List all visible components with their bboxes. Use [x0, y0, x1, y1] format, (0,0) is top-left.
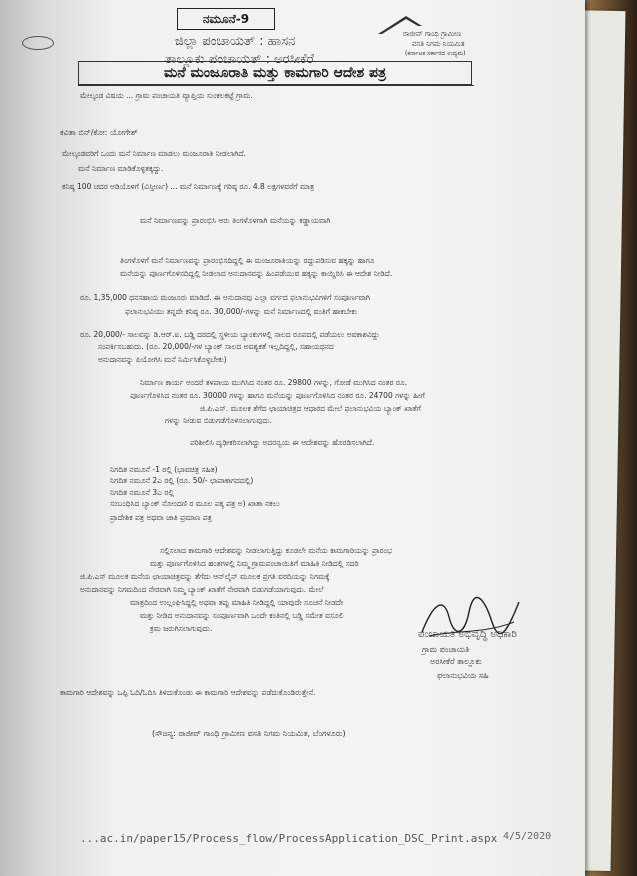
- document-title: ಮನೆ ಮಂಜೂರಾತಿ ಮತ್ತು ಕಾಮಗಾರಿ ಆದೇಶ ಪತ್ರ: [78, 61, 472, 85]
- body-line: ರೂ. 1,35,000 ಧನಸಹಾಯ ಮಂಜೂರು ಮಾಡಿದೆ. ಈ ಅನುದಾನವು ಎಲ್ಲಾ ವರ್ಗದ ಫಲಾನುಭವಿಗಳಿಗೆ ಸಂಪೂರ್ಣವಾಗಿ: [80, 293, 370, 302]
- body-line: ಕ್ರಮ ಜರುಗಿಸಲಾಗುವುದು.: [150, 624, 213, 633]
- body-line: ಅನುದಾನವನ್ನು ನಿಗಮದಿಂದ ನೇರವಾಗಿ ನಿಮ್ಮ ಬ್ಯಾಂಕ್ ಖಾತೆಗೆ ನೇರವಾಗಿ ಬಿಡುಗಡೆಯಾಗುವುದು. ಮೇಲೆ: [80, 585, 324, 594]
- body-line: ಕನಿಷ್ಠ 100 ಚದರ ಅಡಿಯೊಳಗೆ (ವಿಸ್ತೀರ್ಣ) ... ಮನೆ ನಿರ್ಮಾಣಕ್ಕೆ ಗರಿಷ್ಠ ರೂ. 4.8 ಲಕ್ಷಗಳವರೆಗೆ ಮಾತ್ರ: [62, 182, 315, 191]
- body-line: ನಿರ್ಮಾಣ ಕಾರ್ಯ ಅಂದರೆ ತಳಪಾಯ ಮುಗಿಸಿದ ನಂತರ ರೂ. 29800 ಗಳನ್ನು, ಗೋಡೆ ಮುಗಿಸಿದ ನಂತರ ರೂ.: [140, 378, 407, 387]
- print-url: ...ac.in/paper15/Process_flow/ProcessApplication_DSC_Print.aspx: [80, 832, 498, 845]
- receipt-statement: ಕಾಮಗಾರಿ ಆದೇಶವನ್ನು ಒಪ್ಪಿ ಓದಿ/ಓದಿಸಿ ತಿಳಿದುಕೊಂಡು ಈ ಕಾಮಗಾರಿ ಆದೇಶವನ್ನು ಪಡೆದುಕೊಂಡಿರುತ್ತೇನೆ.: [60, 688, 316, 697]
- body-line: ಮೇಲ್ಕಂಡವರಿಗೆ ಒಂದು ಮನೆ ನಿರ್ಮಾಣ ಮಾಡಲು ಮಂಜೂರಾತಿ ನೀಡಲಾಗಿದೆ.: [62, 149, 246, 158]
- signature-line: ಅರಸೀಕೆರೆ ತಾಲ್ಲೂಕು: [430, 657, 482, 666]
- form-number: ನಮೂನೆ-9: [177, 8, 275, 30]
- footer-note: (ಸೌಜನ್ಯ: ರಾಜೀವ್ ಗಾಂಧಿ ಗ್ರಾಮೀಣ ವಸತಿ ನಿಗಮ ನಿಯಮಿತ, ಬೆಂಗಳೂರು): [152, 729, 346, 738]
- body-line: ಮತ್ತು ಪೂರ್ಣಗೊಳಿಸಿದ ಹಂತಗಳಲ್ಲಿ ನಿಮ್ಮ ಗ್ರಾಮಪಂಚಾಯಿತಿಗೆ ಮಾಹಿತಿ ನೀಡಿದಲ್ಲಿ ಸದರಿ: [150, 559, 359, 568]
- body-line: ಪರಿಶೀಲಿಸಿ ದೃಢೀಕರಿಸಲಾಗಿದ್ದು ಅದರನ್ವಯ ಈ ಆದೇಶವನ್ನು ಹೊರಡಿಸಲಾಗಿದೆ.: [190, 438, 375, 447]
- body-line: ಮನೆಯನ್ನು ಪೂರ್ಣಗೊಳಿಸದಿದ್ದಲ್ಲಿ ನೀಡಲಾದ ಅನುದಾನವನ್ನು ಹಿಂಪಡೆಯುವ ಹಕ್ಕನ್ನು ಕಾಯ್ದಿರಿಸಿ ಈ ಆದೇಶ ನೀಡಿದೆ.: [120, 269, 393, 278]
- logo-line-1: ರಾಜೀವ್ ಗಾಂಧಿ ಗ್ರಾಮೀಣ: [403, 30, 462, 38]
- beneficiary-line: ಕವಿತಾ ಬಿನ್/ಕೋ: ಯೋಗೇಶ್: [60, 128, 138, 137]
- body-line: ಜಿ.ಪಿ.ಎಸ್ ಮೂಲಕ ಮನೆಯ ಛಾಯಾಚಿತ್ರವನ್ನು ತೆಗೆದು ಆನ್‌ಲೈನ್ ಮೂಲಕ ಪ್ರಗತಿ ವರದಿಯನ್ನು ನಿಗಮಕ್ಕೆ: [80, 572, 330, 581]
- body-line: ಫಲಾನುಭವಿಯು ತನ್ನದೇ ಕನಿಷ್ಠ ರೂ. 30,000/-ಗಳನ್ನು ಮನೆ ನಿರ್ಮಾಣದಲ್ಲಿ ವಂತಿಗೆ ಹಾಕಬೇಕು: [125, 307, 358, 316]
- body-line: ಮತ್ತು ನೀಡಿದ ಅನುದಾನವನ್ನು ಸಂಪೂರ್ಣವಾಗಿ ಒಂದೇ ಕಂತಿನಲ್ಲಿ ಬಡ್ಡಿ ಸಮೇತ ವಸೂಲಿ: [140, 611, 344, 620]
- body-line: ಮನೆ ನಿರ್ಮಾಣ ಮಾಡಿಕೊಳ್ಳತಕ್ಕದ್ದು.: [78, 164, 164, 173]
- body-line: ಮನೆ ನಿರ್ಮಾಣವನ್ನು ಪ್ರಾರಂಭಿಸಿ ಆರು ತಿಂಗಳೊಳಗಾಗಿ ಮನೆಯನ್ನು ಕಡ್ಡಾಯವಾಗಿ: [140, 216, 331, 225]
- body-line: ಮೇಲ್ಕಂಡ ವಿಷಯ ... ಗ್ರಾಮ ಪಂಚಾಯತಿ ವ್ಯಾಪ್ತಿಯ ಸುಂಕಲಕಟ್ಟೆ ಗ್ರಾಮ.: [80, 91, 253, 100]
- document-list-item: ಪ್ರಾದೇಶಿಕ ಪತ್ರ ಅಥವಾ ಜಾತಿ ಪ್ರಮಾಣ ಪತ್ರ: [110, 513, 212, 522]
- taluk-panchayat-label: ತಾಲ್ಲೂಕು ಪಂಚಾಯತ್ : ಅರಸೀಕೆರೆ: [165, 52, 314, 67]
- body-line: ಜಿ.ಪಿ.ಎಸ್. ಮೂಲಕ ತೆಗೆದ ಛಾಯಾಚಿತ್ರದ ಆಧಾರದ ಮೇಲೆ ಫಲಾನುಭವಿಯ ಬ್ಯಾಂಕ್ ಖಾತೆಗೆ: [200, 404, 421, 413]
- logo-line-2: ವಸತಿ ನಿಗಮ ನಿಯಮಿತ: [412, 40, 465, 48]
- body-line: ರೂ. 20,000/- ಸಾಲವನ್ನು ಡಿ.ಆರ್.ಐ. ಬಡ್ಡಿ ದರದಲ್ಲಿ ಸ್ಥಳೀಯ ಬ್ಯಾಂಕುಗಳಲ್ಲಿ ಸಾಲದ ರೂಪದಲ್ಲಿ ಪಡೆಯಲು ಅವಕಾಶವಿದ್ದು: [80, 330, 380, 339]
- body-line: ಮಾತ್ರದಿಂದ ಉಲ್ಲಂಘಿಸಿದ್ದಲ್ಲಿ ಅಥವಾ ತಪ್ಪು ಮಾಹಿತಿ ನೀಡಿದ್ದಲ್ಲಿ ಯಾವುದೇ ಸೂಚನೆ ನೀಡದೇ: [130, 598, 344, 607]
- body-line: ಅನುದಾನವನ್ನು ಪಿಯೋಗಿಸಿ ಮನೆ ನಿರ್ಮಿಸಿಕೊಳ್ಳಬೇಕು): [98, 355, 227, 364]
- print-date: 4/5/2020: [503, 831, 552, 842]
- signature-line: ಗ್ರಾಮ ಪಂಚಾಯತಿ: [422, 645, 470, 654]
- zilla-panchayat-label: ಜಿಲ್ಲಾ ಪಂಚಾಯತ್ : ಹಾಸನ: [175, 34, 296, 49]
- document-list-item: ನಿಗದಿತ ನಮೂನೆ 2ಎ ರಲ್ಲಿ (ರೂ. 50/- ಛಾಪಾಕಾಗದದಲ್ಲಿ): [110, 476, 254, 485]
- signature-title: ಪಂಚಾಯತಿ ಅಭಿವೃದ್ಧಿ ಅಧಿಕಾರಿ: [418, 629, 517, 640]
- beneficiary-signature-label: ಫಲಾನುಭವಿಯ ಸಹಿ: [437, 671, 489, 680]
- document-list-item: ನಿಗದಿತ ನಮೂನೆ 3ಎ ರಲ್ಲಿ: [110, 488, 174, 497]
- emblem-icon: [22, 36, 54, 50]
- title-divider: [78, 85, 474, 86]
- body-line: ಸಲ್ಲಿಸಲಾದ ಕಾಮಗಾರಿ ಆದೇಶವನ್ನು ನೀಡಲಾಗುತ್ತಿದ್ದು ಕೂಡಲೇ ಮನೆಯ ಕಾಮಗಾರಿಯನ್ನು ಪ್ರಾರಂಭ: [160, 546, 393, 555]
- body-line: ತಿಂಗಳೊಳಗೆ ಮನೆ ನಿರ್ಮಾಣವನ್ನು ಪ್ರಾರಂಭಿಸದಿದ್ದಲ್ಲಿ ಈ ಮಂಜೂರಾತಿಯನ್ನು ರದ್ದುಪಡಿಸುವ ಹಕ್ಕನ್ನು ಹಾಗೂ: [120, 256, 375, 265]
- body-line: ಗಳನ್ನು ನೀಡುವ ಬಿಡುಗಡೆಗೊಳಿಸಲಾಗುವುದು.: [165, 416, 272, 425]
- body-line: ಪೂರ್ಣಗೊಳಿಸಿದ ನಂತರ ರೂ. 30000 ಗಳನ್ನು ಹಾಗೂ ಮನೆಯನ್ನು ಪೂರ್ಣಗೊಳಿಸಿದ ನಂತರ ರೂ. 24700 ಗಳನ್ನು ಹೀಗೆ: [130, 391, 425, 400]
- body-line: ಸಂಪರ್ಕಿಸಬಹುದು. (ರೂ. 20,000/-ಗಳ ಬ್ಯಾಂಕ್ ಸಾಲದ ಅವಶ್ಯಕತೆ ಇಲ್ಲದಿದ್ದಲ್ಲಿ, ಸಹಾಯಧನದ: [98, 342, 334, 351]
- logo-line-3: (ಕರ್ನಾಟಕ ಸರ್ಕಾರದ ಉದ್ಯಮ): [405, 50, 466, 57]
- document-list-item: ನಿಗದಿತ ನಮೂನೆ -1 ರಲ್ಲಿ (ಭಾವಚಿತ್ರ ಸಹಿತ): [110, 465, 218, 474]
- document-list-item: ಸಂಬಂಧಿಸಿದ ಬ್ಯಾಂಕ್ ನೋಂದಣಿ ರ ಮೂಲ ಪಕ್ಕ ಪತ್ರ ಅ) ಖಾತಾ ನಕಲು: [110, 499, 280, 508]
